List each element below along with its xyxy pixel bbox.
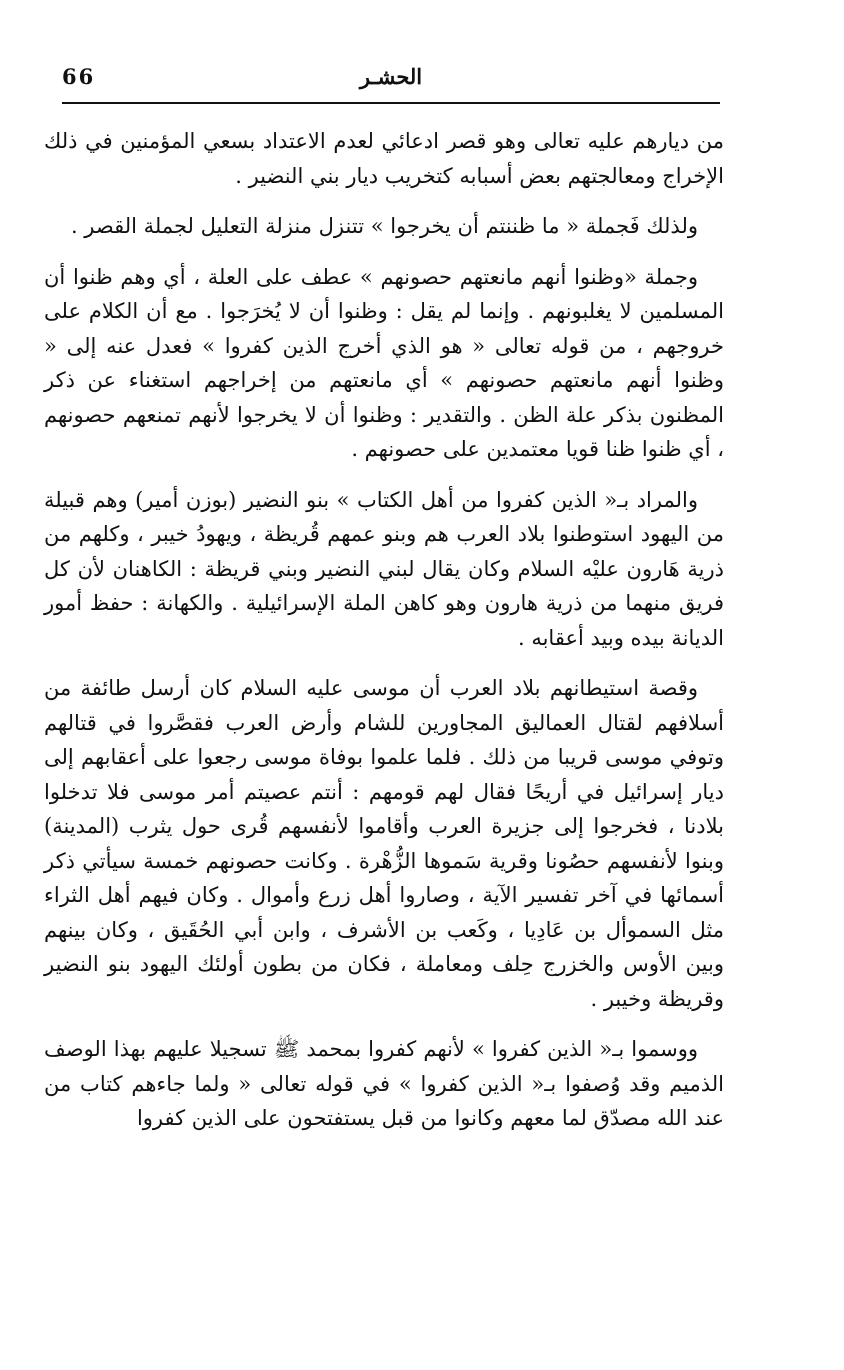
- paragraph: ووسموا بـ« الذين كفروا » لأنهم كفروا بمحمد ﷺ تسجيلا عليهم بهذا الوصف الذميم وقد وُصفوا بـ« الذين كفروا » في قوله تعالى « ولما جاءهم كتاب من عند الله مصدّق لما معهم وكانوا من قبل يستفتحون على الذين كفروا: [44, 1037, 724, 1130]
- page-number: 66: [62, 64, 96, 89]
- body-text: [44, 124, 724, 1152]
- paragraph: وجملة «وظنوا أنهم مانعتهم حصونهم » عطف على العلة ، أي وهم ظنوا أن المسلمين لا يغلبونهم . وإنما لم يقل : وظنوا أن لا يُخرَجوا . مع أن الكلام على خروجهم ، من قوله تعالى « هو الذي أخرج الذين كفروا » فعدل عنه إلى « وظنوا أنهم مانعتهم حصونهم » أي مانعتهم من إخراجهم استغناء عن ذكر المظنون بذكر علة الظن . والتقدير : وظنوا أن لا يخرجوا لأنهم تمنعهم حصونهم ، أي ظنوا ظنا قويا معتمدين على حصونهم .: [44, 264, 724, 461]
- running-title: الحشـر: [359, 64, 423, 89]
- page-header: [62, 58, 720, 104]
- paragraph: والمراد بـ« الذين كفروا من أهل الكتاب » بنو النضير (بوزن أمير) وهم قبيلة من اليهود استوطنوا بلاد العرب هم وبنو عمهم قُريظة ، ويهودُ خيبر ، وكلهم من ذرية هَارون عليْه السلام وكان يقال لبني النضير وبني قريظة : الكاهنان لأن كل فريق منهما من ذرية هارون وهو كاهن الملة الإسرائيلية . والكهانة : حفظ أمور الديانة بيده وبيد أعقابه .: [44, 487, 724, 650]
- paragraph: من ديارهم عليه تعالى وهو قصر ادعائي لعدم الاعتداد بسعي المؤمنين في ذلك الإخراج ومعالجتهم بعض أسبابه كتخريب ديار بني النضير .: [44, 129, 724, 188]
- paragraph: ولذلك فَجملة « ما ظننتم أن يخرجوا » تتنزل منزلة التعليل لجملة القصر .: [70, 214, 698, 238]
- paragraph: وقصة استيطانهم بلاد العرب أن موسى عليه السلام كان أرسل طائفة من أسلافهم لقتال العماليق المجاورين للشام وأرض العرب فقصَّروا في قتالهم وتوفي موسى قريبا من ذلك . فلما علموا بوفاة موسى رجعوا على أعقابهم إلى ديار إسرائيل في أريحًا فقال لهم قومهم : أنتم عصيتم أمر موسى فلا تدخلوا بلادنا ، فخرجوا إلى جزيرة العرب وأقاموا لأنفسهم قُرى حول يثرب (المدينة) وبنوا لأنفسهم حصُونا وقرية سَموها الزُّهْرة . وكانت حصونهم خمسة سيأتي ذكر أسمائها في آخر تفسير الآية ، وصاروا أهل زرع وأموال . وكان فيهم أهل الثراء مثل السموأل بن عَادِيا ، وكَعب بن الأشرف ، وابن أبي الحُقَيق ، وكان بينهم وبين الأوس والخزرج حِلف ومعاملة ، فكان من بطون أولئك اليهود بنو النضير وقريظة وخيبر .: [44, 676, 724, 1011]
